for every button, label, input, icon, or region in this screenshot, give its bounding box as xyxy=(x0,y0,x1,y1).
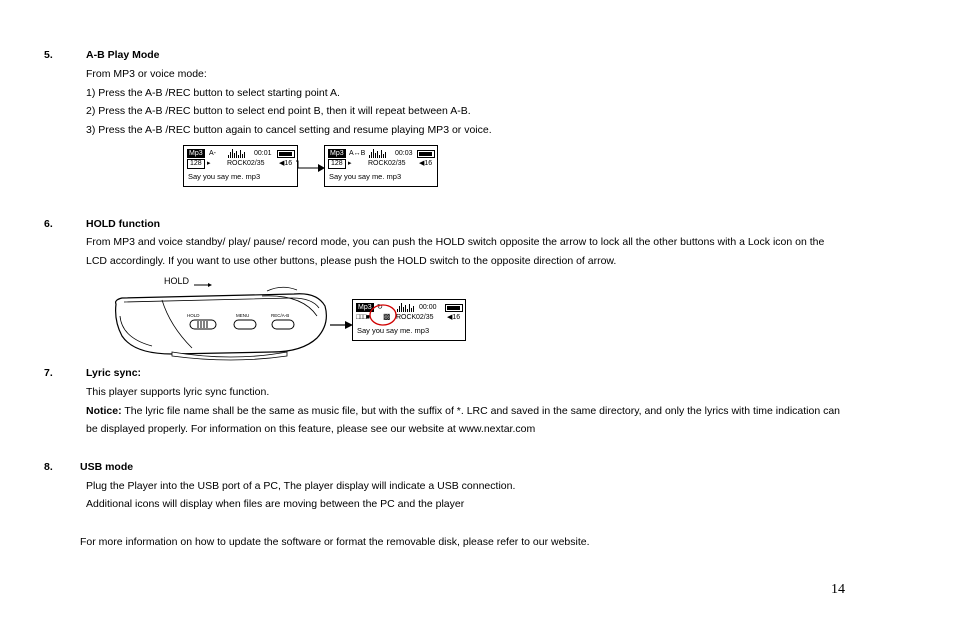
lcd-a-time: 00:01 xyxy=(254,150,272,157)
play-icon: ▸ xyxy=(207,160,211,167)
section-7-number: 7. xyxy=(44,367,53,379)
section-5-line-2: 1) Press the A-B /REC button to select starting point A. xyxy=(86,87,340,99)
section-8-line-1: Plug the Player into the USB port of a PC, The player display will indicate a USB connection. xyxy=(86,480,516,492)
lcd-a-spectrum xyxy=(228,149,245,158)
section-7-title: Lyric sync: xyxy=(86,367,142,379)
arrow-right-icon xyxy=(296,160,326,176)
section-7-notice-line-2: be displayed properly. For information on this feature, please see our website at www.nextar.com xyxy=(86,423,536,435)
player-device-illustration xyxy=(112,276,342,362)
section-6-title: HOLD function xyxy=(86,218,161,230)
lcd-c-song: Say you say me. mp3 xyxy=(357,326,430,335)
rec-button-label: REC/A-B xyxy=(271,313,290,318)
lock-highlight-circle xyxy=(368,303,398,327)
section-5-number: 5. xyxy=(44,49,53,61)
section-6-line-1: From MP3 and voice standby/ play/ pause/ record mode, you can push the HOLD switch opposite the arrow to lock all the other buttons with a Lock icon on the xyxy=(86,236,825,248)
lcd-a-mode: Mp3 xyxy=(189,150,203,157)
lcd-b-eq: ROCK xyxy=(368,160,389,167)
lcd-a-song: Say you say me. mp3 xyxy=(188,172,261,181)
lcd-c-eq: ROCK xyxy=(396,314,417,321)
arrow-right-icon xyxy=(330,319,354,331)
lcd-b-ab: A↔B xyxy=(349,150,366,157)
battery-icon xyxy=(445,304,463,312)
lcd-b-song: Say you say me. mp3 xyxy=(329,172,402,181)
lcd-b-mode: Mp3 xyxy=(330,150,344,157)
lcd-b-time: 00:03 xyxy=(395,150,413,157)
section-8-line-2: Additional icons will display when files are moving between the PC and the player xyxy=(86,498,465,510)
section-8-number: 8. xyxy=(44,461,53,473)
repeat-icon: ↻ xyxy=(377,304,383,311)
battery-icon xyxy=(417,150,435,158)
lcd-c-time: 00:00 xyxy=(419,304,437,311)
lcd-screen-b xyxy=(324,145,438,187)
notice-label: Notice: xyxy=(86,405,122,417)
section-6-line-2: LCD accordingly. If you want to use other buttons, please push the HOLD switch to the opposite direction of arrow. xyxy=(86,255,617,267)
lcd-b-bitrate: 128 xyxy=(328,159,346,169)
section-5-line-3: 2) Press the A-B /REC button to select end point B, then it will repeat between A-B. xyxy=(86,105,471,117)
lock-icon: ▩ xyxy=(383,312,391,321)
section-7-line-1: This player supports lyric sync function. xyxy=(86,386,270,398)
lcd-c-mode: Mp3 xyxy=(358,304,372,311)
lcd-b-volume: ◀16 xyxy=(419,160,433,167)
hold-switch-label: HOLD xyxy=(187,313,200,318)
section-5-line-4: 3) Press the A-B /REC button again to cancel setting and resume playing MP3 or voice. xyxy=(86,124,492,136)
lcd-c-track: 02/35 xyxy=(416,314,434,321)
footer-note: For more information on how to update the software or format the removable disk, please refer to our website. xyxy=(80,536,590,548)
battery-icon xyxy=(277,150,295,158)
lcd-a-ab: A- xyxy=(209,150,216,157)
menu-button-label: MENU xyxy=(236,313,250,318)
status-boxes-icon: □□□■ xyxy=(356,314,369,321)
hold-callout-label: HOLD xyxy=(164,276,190,286)
lcd-a-track: 02/35 xyxy=(247,160,265,167)
lcd-a-volume: ◀16 xyxy=(279,160,293,167)
lcd-c-volume: ◀16 xyxy=(447,314,461,321)
lcd-c-spectrum xyxy=(397,303,414,312)
notice-text: The lyric file name shall be the same as music file, but with the suffix of *. LRC and saved in the same directory, and only the lyrics with time indication can xyxy=(121,405,841,417)
lcd-screen-a xyxy=(183,145,298,187)
section-5-line-1: From MP3 or voice mode: xyxy=(86,68,207,80)
section-7-notice-line-1 xyxy=(86,405,840,417)
section-6-number: 6. xyxy=(44,218,53,230)
lcd-b-track: 02/35 xyxy=(388,160,406,167)
page-number: 14 xyxy=(831,582,845,597)
section-5-title: A-B Play Mode xyxy=(86,49,160,61)
section-8-title: USB mode xyxy=(80,461,134,473)
play-icon: ▸ xyxy=(348,160,352,167)
lcd-b-spectrum xyxy=(369,149,386,158)
lcd-a-bitrate: 128 xyxy=(187,159,205,169)
lcd-a-eq: ROCK xyxy=(227,160,248,167)
